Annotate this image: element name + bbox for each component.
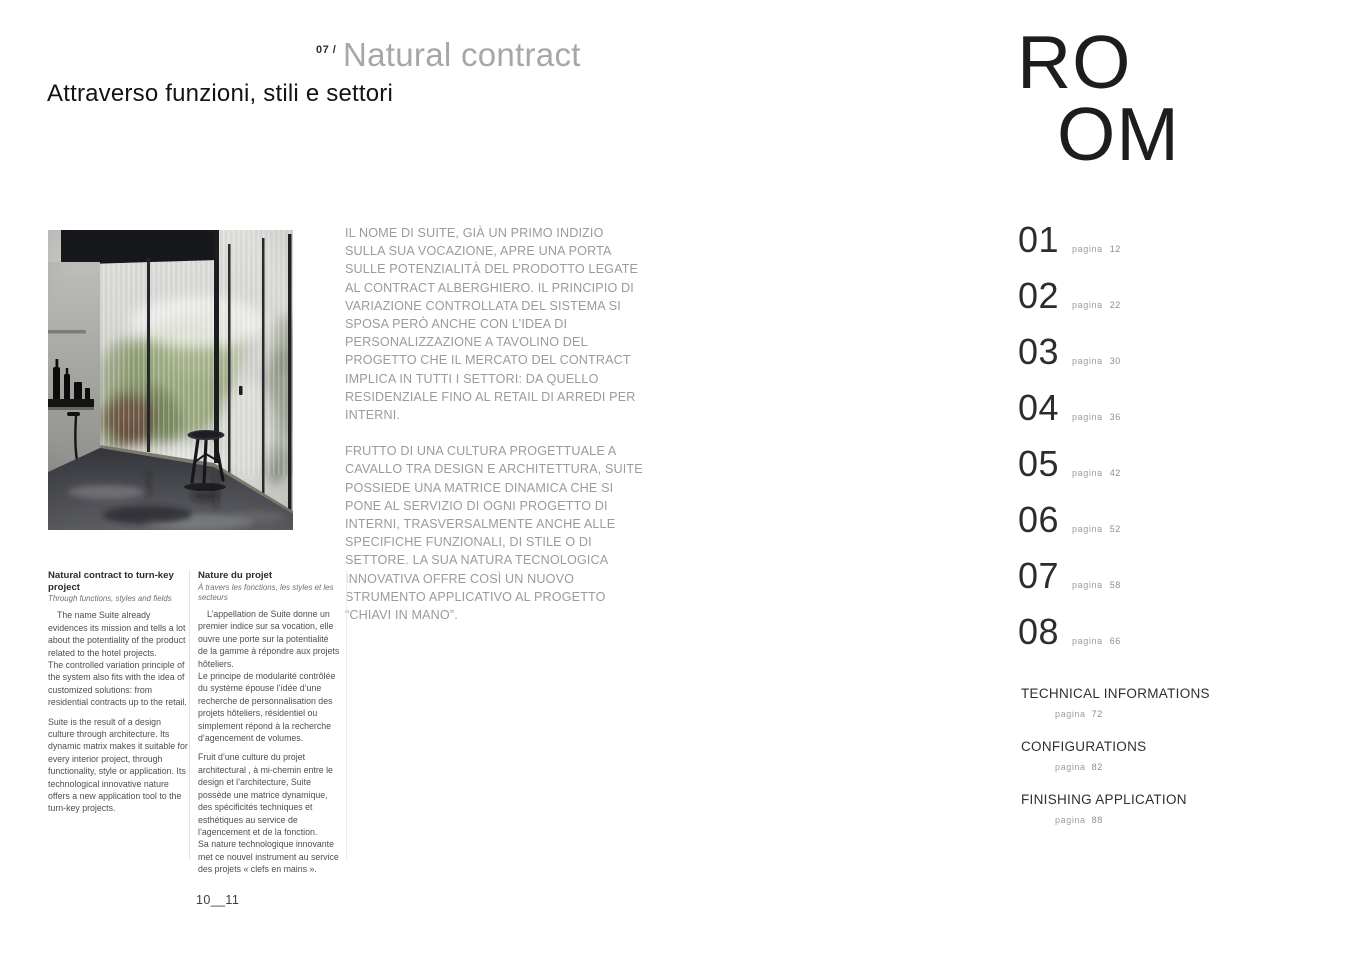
toc-section-page [1055,762,1210,772]
column-english-subtitle: Through functions, styles and fields [48,594,172,604]
column-english-body [48,609,188,815]
room-logo-line2: OM [1057,92,1180,176]
toc-sections [1021,686,1210,845]
column-paragraph: Sa nature technologique innovante met ce nouvel instrument au service des projets « clefs en mains ». [198,839,339,875]
page-subtitle: Attraverso funzioni, stili e settori [47,80,394,107]
toc-section-page-label: pagina [1055,762,1086,772]
toc-page-number: 66 [1109,636,1121,646]
toc-page-label: pagina [1072,244,1103,254]
toc-chapter-number: 02 [1018,275,1060,316]
toc-chapter-number: 05 [1018,443,1060,484]
toc-section-page-number: 82 [1091,762,1103,772]
toc-page-number: 12 [1109,244,1121,254]
toc-section-title: FINISHING APPLICATION [1021,792,1187,807]
intro-paragraph: FRUTTO DI UNA CULTURA PROGETTUALE A CAVALLO TRA DESIGN E ARCHITETTURA, SUITE POSSIEDE UNA MATRICE DINAMICA CHE SI PONE AL SERVIZIO DI OGNI PROGETTO DI INTERNI, TRASVERSALMENTE ANCHE ALLE SPECIFICHE FUNZIONALI, DI STILE O DI SETTORE. LA SUA NATURA TECNOLOGICA INNOVATIVA OFFRE COSÌ UN NUOVO STRUMENTO APPLICATIVO AL PROGETTO “CHIAVI IN MANO”. [345,444,643,623]
column-french-subtitle: À travers les fonctions, les styles et les secteurs [198,582,334,602]
toc-entry [1018,275,1121,316]
column-paragraph: The controlled variation principle of the system also fits with the idea of customized solutions: from residential contracts up to the retail. [48,660,187,708]
toc-page-number: 30 [1109,356,1121,366]
column-paragraph: L’appellation de Suite donne un premier indice sur sa vocation, elle ouvre une porte sur la potentialité de la gamme à répondre aux projets hôteliers. [198,609,340,669]
column-french [189,570,347,875]
chapter-title: Natural contract [343,36,581,73]
toc-entry [1018,499,1121,540]
column-paragraph: Suite is the result of a design culture through architecture. Its dynamic matrix makes it suitable for every interior project, through functionality, style or application. Its technological innovative nature offers a new application tool to the turn-key projects. [48,716,188,814]
toc-page-label: pagina [1072,524,1103,534]
toc-entry [1018,555,1121,596]
interior-photo [48,230,293,530]
toc-chapter-number: 03 [1018,331,1060,372]
column-paragraph: The name Suite already evidences its mission and tells a lot about the potentiality of the product related to the hotel projects. [48,610,186,658]
toc-entry [1018,443,1121,484]
table-of-contents [1018,219,1121,670]
toc-section-entry [1021,792,1210,825]
intro-text-block [345,224,643,642]
toc-entry [1018,611,1121,652]
toc-page-number: 36 [1109,412,1121,422]
toc-section-page-label: pagina [1055,709,1086,719]
intro-paragraph: IL NOME DI SUITE, GIÀ UN PRIMO INDIZIO SULLA SUA VOCAZIONE, APRE UNA PORTA SULLE POTENZIALITÀ DEL PRODOTTO LEGATE AL CONTRACT ALBERGHIERO. IL PRINCIPIO DI VARIAZIONE CONTROLLATA DEL SISTEMA SI SPOSA PERÒ ANCHE CON L’IDEA DI PERSONALIZZAZIONE A TAVOLINO DEL PROGETTO CHE IL MERCATO DEL CONTRACT IMPLICA IN TUTTI I SETTORI: DA QUELLO RESIDENZIALE FINO AL RETAIL DI ARREDI PER INTERNI. [345,226,639,423]
toc-page-label: pagina [1072,300,1103,310]
toc-chapter-number: 08 [1018,611,1060,652]
toc-section-page-label: pagina [1055,815,1086,825]
toc-page-number: 52 [1109,524,1121,534]
toc-section-title: CONFIGURATIONS [1021,739,1147,754]
column-english [48,570,188,815]
room-logo [1017,20,1180,176]
chapter-number: 07 / [316,44,337,56]
page-number-footer: 10__11 [196,893,240,907]
room-logo-line1: RO [1017,20,1132,104]
column-french-body [198,608,340,876]
toc-section-entry [1021,686,1210,719]
toc-page-number: 22 [1109,300,1121,310]
toc-section-page-number: 72 [1091,709,1103,719]
toc-chapter-number: 07 [1018,555,1060,596]
toc-chapter-number: 06 [1018,499,1060,540]
column-paragraph: Fruit d’une culture du projet architectural , à mi-chemin entre le design et l’architecture, Suite possède une matrice dynamique, des spécificités techniques et esthétiques au service de l’agencement et de la fonction. [198,752,333,837]
toc-entry [1018,219,1121,260]
toc-page-number: 42 [1109,468,1121,478]
toc-entry [1018,331,1121,372]
toc-section-page-number: 88 [1091,815,1103,825]
toc-page-label: pagina [1072,412,1103,422]
toc-page-label: pagina [1072,636,1103,646]
toc-page-number: 58 [1109,580,1121,590]
column-french-title: Nature du projet [198,570,273,581]
toc-chapter-number: 01 [1018,219,1060,260]
toc-section-page [1055,709,1210,719]
toc-page-label: pagina [1072,356,1103,366]
toc-entry [1018,387,1121,428]
column-paragraph: Le principe de modularité contrôlée du système épouse l’idée d’une recherche de personnalisation des projets hôteliers, résidentiel ou simplement répond à la recherche d’agencement de volumes. [198,671,336,744]
toc-section-page [1055,815,1210,825]
column-english-title: Natural contract to turn-key project [48,570,174,593]
toc-chapter-number: 04 [1018,387,1060,428]
toc-page-label: pagina [1072,580,1103,590]
toc-page-label: pagina [1072,468,1103,478]
toc-section-entry [1021,739,1210,772]
toc-section-title: TECHNICAL INFORMATIONS [1021,686,1210,701]
